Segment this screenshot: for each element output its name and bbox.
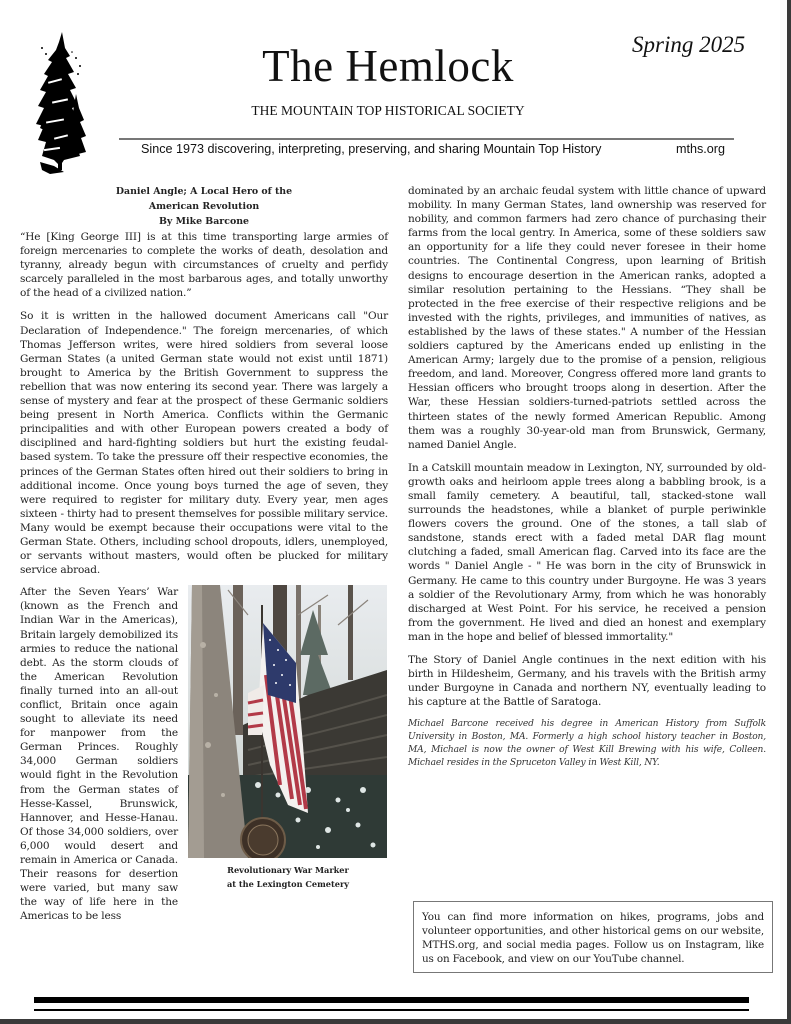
- declaration-quote: “He [King George III] is at this time transporting large armies of foreign mercenaries to complete the works of death, desolation and tyranny, already begun with circumstances of cruelty and perfidy scarcely paralleled in the most barbarous ages, and totally unworthy of the head of a civilized nation.”: [20, 231, 388, 300]
- headline-line-1: Daniel Angle; A Local Hero of the: [115, 186, 293, 197]
- article-paragraph: So it is written in the hallowed document Americans call "Our Declaration of Independence." The foreign mercenaries, of which Thomas Jefferson writes, were hired soldiers from several loose German States (a united German state would not exist until 1871) brought to America by the British Government to suppress the rebellion that was now entering its second year. There was largely a sense of mystery and fear at the prospect of these Germanic soldiers being present in North America. Conflicts within the Germanic principalities and with other European powers created a body of disciplined and hard-fighting soldiers but hurt the existing feudal-based system. To take the pressure off their respective economies, the princes of the German States often hired out their soldiers to bring in additional income. Once young boys turned the age of seven, they were required to register for military duty. Every year, men ages sixteen - thirty had to present themselves for possible military service. Many would be exempt because their occupations were vital to the German State. Others, including school dropouts, idlers, unemployed, or servants without masters, would often be plucked for military service abroad.: [20, 310, 388, 577]
- society-name: THE MOUNTAIN TOP HISTORICAL SOCIETY: [251, 103, 525, 118]
- article-headline: [20, 184, 388, 229]
- cemetery-flag-photo: [188, 585, 387, 858]
- article-column-left: [20, 184, 388, 933]
- website-link[interactable]: mths.org: [676, 142, 725, 156]
- author-bio: Michael Barcone received his degree in American History from Suffolk University in Boston, MA. Formerly a high school history teacher in Boston, MA, Michael is now the owner of West Kill Brewing with his wife, Colleen. Michael resides in the Spruceton Valley in West Kill, NY.: [408, 719, 766, 769]
- article-paragraph: After the Seven Years’ War (known as the French and Indian War in the Americas), Britain largely demobilized its armies to reduce the national debt. As the storm clouds of the American Revolution finally turned into an all-out conflict, Britain once again sought to alleviate its need for manpower from the German Princes. Roughly 34,000 German soldiers would fight in the Revolution from the German states of Hesse-Kassel, Brunswick, Hannover, and Hesse-Hanau. Of those 34,000 soldiers, over 6,000 would desert and remain in America or Canada. Their reasons for desertion were varied, but many saw the way of life here in the Americas to be less: [20, 586, 178, 923]
- caption-line-2: at the Lexington Cemetery: [226, 879, 350, 890]
- headline-line-2: American Revolution: [148, 201, 260, 212]
- photo-figure: [188, 585, 388, 915]
- article-paragraph: In a Catskill mountain meadow in Lexington, NY, surrounded by old-growth oaks and heirloom apple trees along a babbling brook, is a small family cemetery. A beautiful, tall, stacked-stone wall surrounds the headstones, while a blanket of purple periwinkle flowers covers the ground. One of the stones, a tall slab of sandstone, stands erect with a faded metal DAR flag mount clutching a faded, small American flag. Carved into its face are the words " Daniel Angle - " He was born in the city of Brunswick in Germany. He came to this country under Burgoyne. He was 3 years a soldier of the Revolutionary Army, from which he was honorably discharged at West Point. For his service, he received a pension from the government. He lived and died an honest and exemplary man in the hope and belief of blessed immortality.": [408, 461, 766, 643]
- article-paragraph: dominated by an archaic feudal system with little chance of upward mobility. In many German States, land ownership was reserved for nobility, and common farmers had zero chance of purchasing their farms from the local gentry. In America, some of these soldiers saw an opportunity for a life they could never foresee in their home countries. The Continental Congress, upon learning of British designs to encourage desertion in the American ranks, adopted a similar resolution pertaining to the Hessians. “They shall be protected in the free exercise of their respective religions and be invested with the rights, privileges, and immunities of natives, as established by the laws of these states." A number of the Hessian soldiers captured by the Americans ended up enlisting in the American Army; largely due to the promise of a pension, religious freedom, and land. Moreover, Congress offered more land grants to Hessian officers who brought troops along in desertion. After the War, these Hessian soldiers-turned-patriots settled across the thirteen states of the newly formed American Republic. Among them was a roughly 30-year-old man from Brunswick, Germany, named Daniel Angle.: [408, 185, 766, 451]
- article-paragraph: The Story of Daniel Angle continues in the next edition with his birth in Hildesheim, Germany, and his travels with the British army under Burgoyne in Canada and northern NY, eventually leading to his capture at the Battle of Saratoga.: [408, 654, 766, 709]
- footer-rule-thin: [34, 1009, 749, 1011]
- photo-wrap-area: [20, 585, 388, 923]
- article-byline: By Mike Barcone: [159, 216, 249, 227]
- info-box: [413, 901, 773, 973]
- tagline: Since 1973 discovering, interpreting, preserving, and sharing Mountain Top History: [141, 142, 602, 156]
- photo-caption: [188, 863, 388, 891]
- masthead-divider: [119, 138, 734, 140]
- info-box-text: You can find more information on hikes, programs, jobs and volunteer opportunities, and other historical gems on our website, MTHS.org, and social media pages. Follow us on Instagram, like us on Facebook, and view on our YouTube channel.: [422, 911, 764, 965]
- caption-line-1: Revolutionary War Marker: [227, 865, 349, 876]
- edition-label: Spring 2025: [632, 32, 746, 57]
- footer-rule-thick: [34, 997, 749, 1003]
- newsletter-title: The Hemlock: [262, 41, 514, 91]
- article-column-right: [408, 184, 766, 779]
